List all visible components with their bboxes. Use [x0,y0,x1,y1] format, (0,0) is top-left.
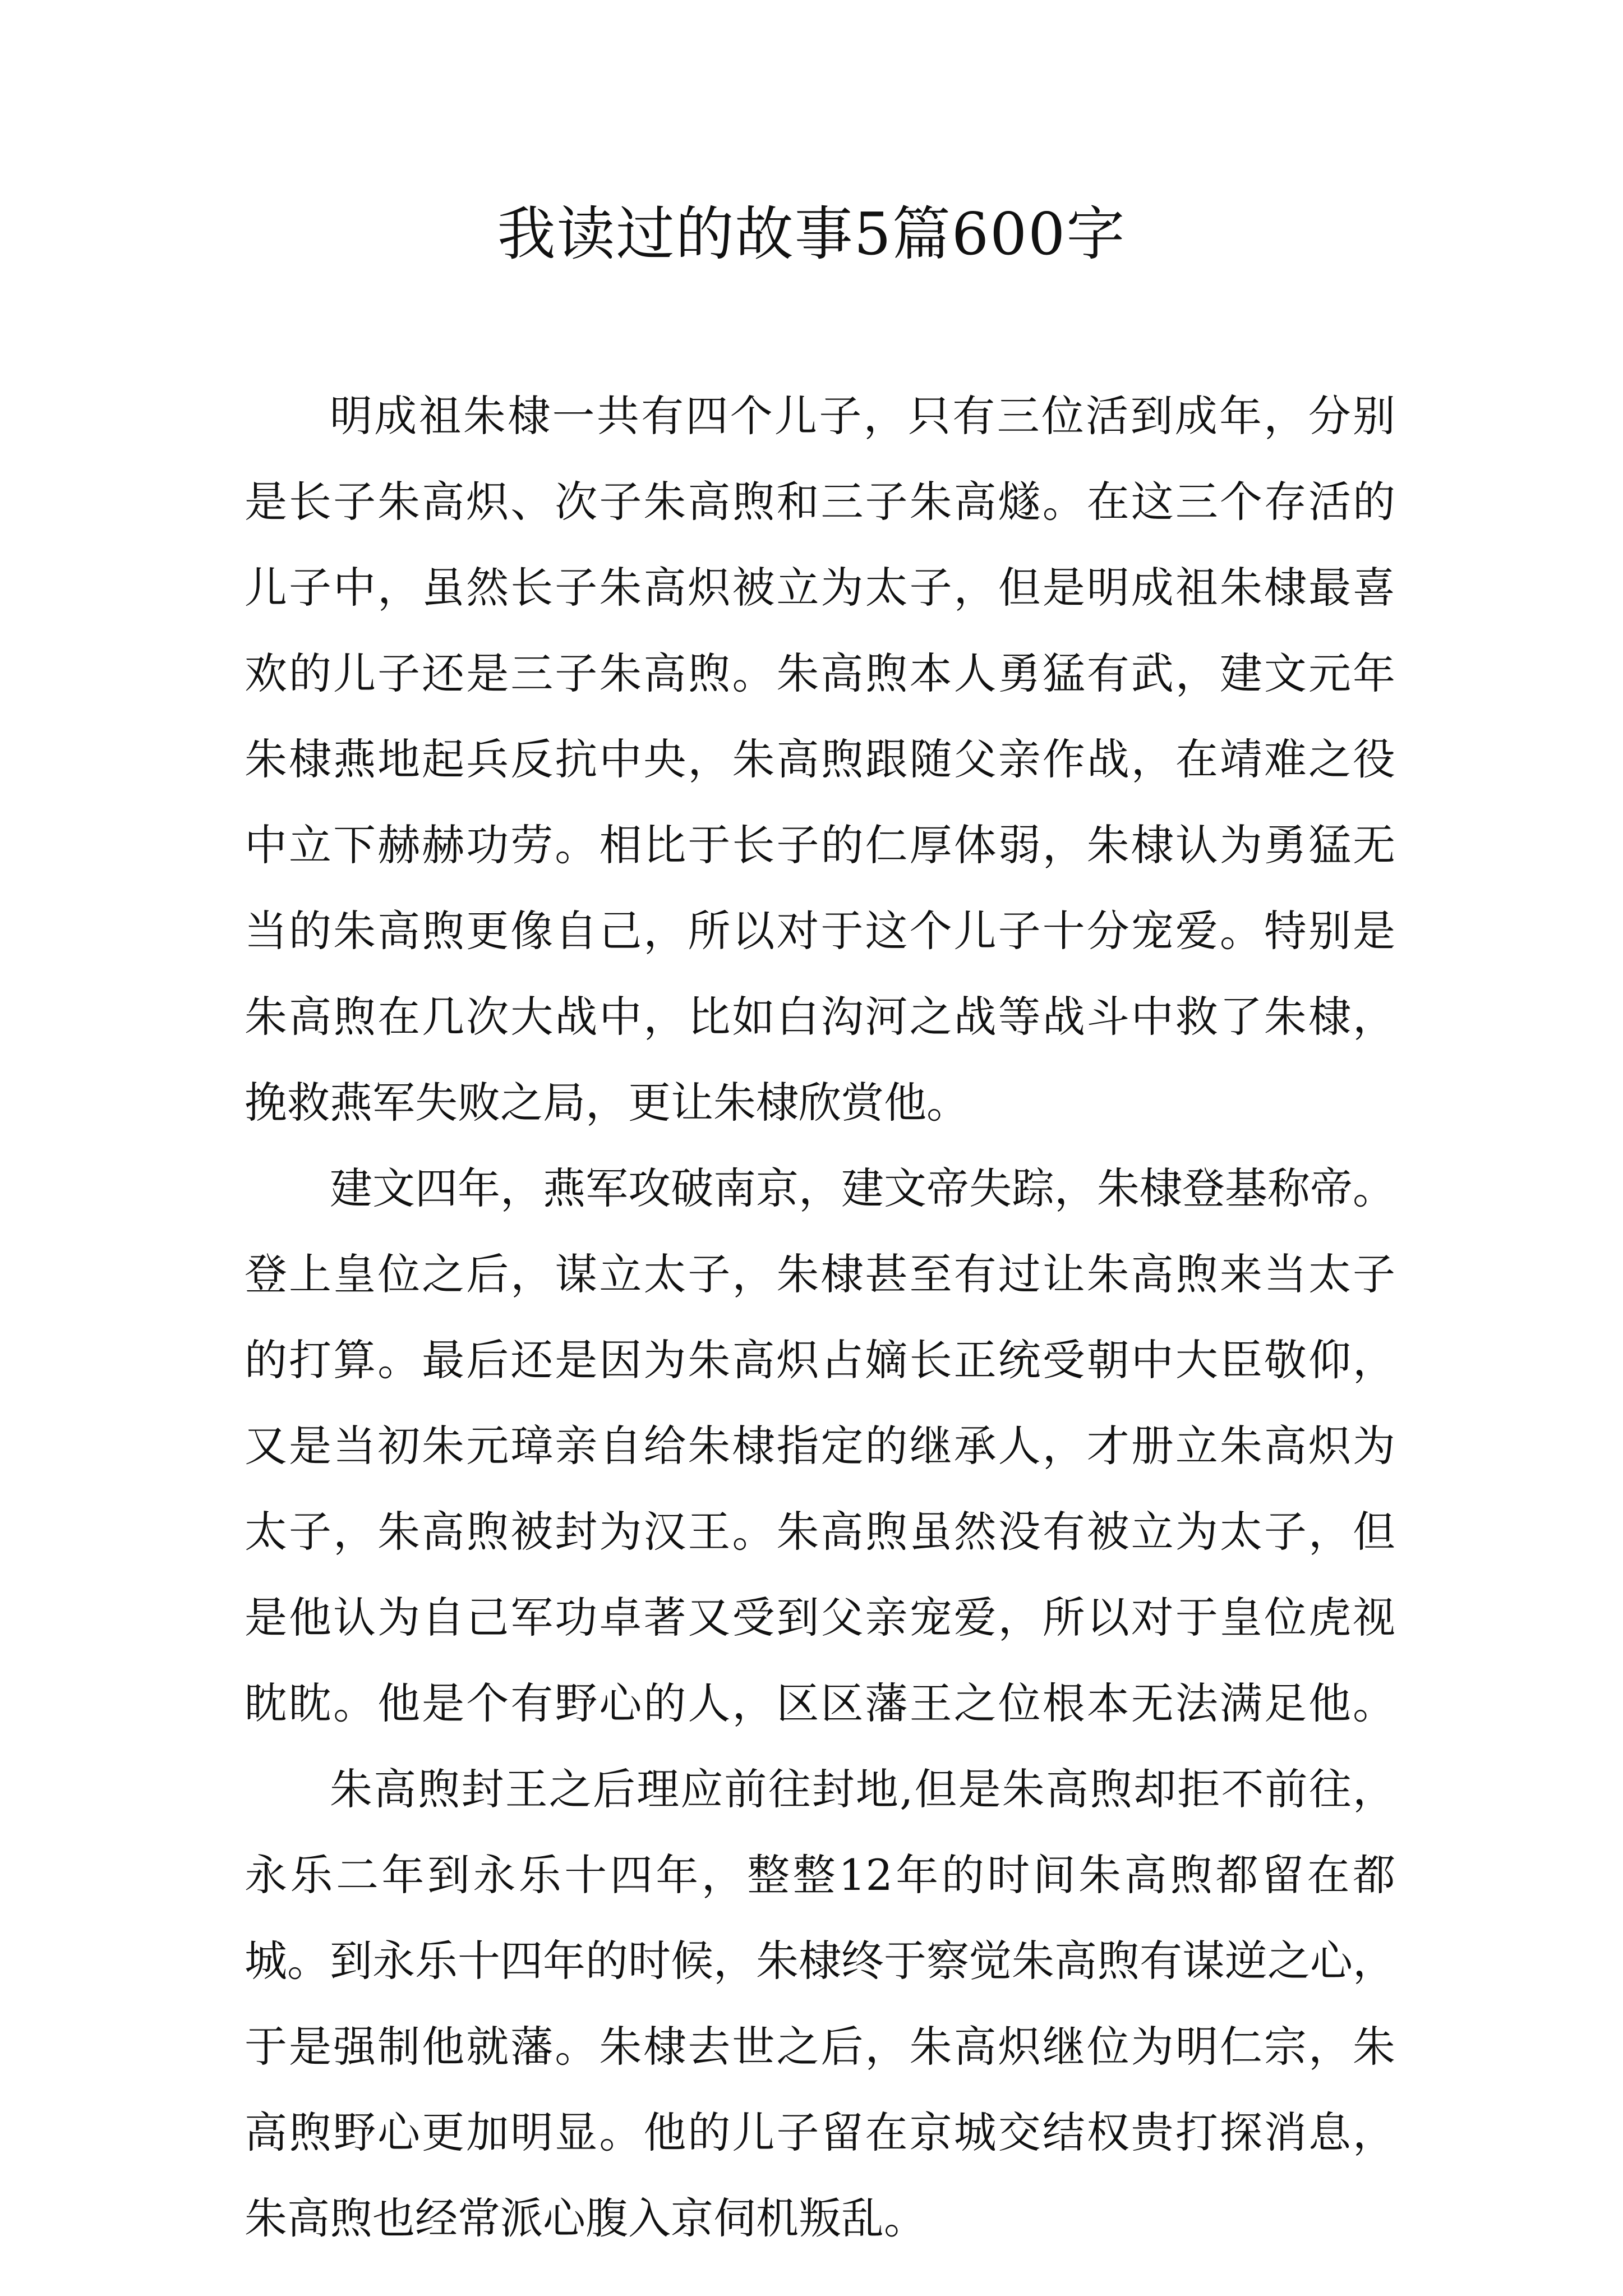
text-line: 当的朱高煦更像自己，所以对于这个儿子十分宠爱。特别是 [245,906,1395,956]
page-title: 我读过的故事5篇600字 [497,200,1126,268]
text-line: 于是强制他就藩。朱棣去世之后，朱高炽继位为明仁宗，朱 [245,2022,1395,2072]
text-line: 高煦野心更加明显。他的儿子留在京城交结权贵打探消息， [245,2108,1395,2157]
text-line: 的打算。最后还是因为朱高炽占嫡长正统受朝中大臣敬仰， [245,1335,1395,1385]
paragraph-1 [245,373,1395,1145]
paragraph-3 [245,1746,1395,2261]
text-line: 城。到永乐十四年的时候，朱棣终于察觉朱高煦有谋逆之心， [245,1936,1395,1986]
text-line: 儿子中，虽然长子朱高炽被立为太子，但是明成祖朱棣最喜 [245,563,1395,613]
text-line: 是他认为自己军功卓著又受到父亲宠爱，所以对于皇位虎视 [245,1593,1395,1642]
text-line: 欢的儿子还是三子朱高煦。朱高煦本人勇猛有武，建文元年 [245,648,1395,698]
text-line: 中立下赫赫功劳。相比于长子的仁厚体弱，朱棣认为勇猛无 [245,820,1395,870]
text-line: 是长子朱高炽、次子朱高煦和三子朱高燧。在这三个存活的 [245,477,1395,527]
document-body [245,373,1395,2261]
text-line: 登上皇位之后，谋立太子，朱棣甚至有过让朱高煦来当太子 [245,1249,1395,1299]
text-line: 朱高煦也经常派心腹入京伺机叛乱。 [245,2193,926,2243]
text-line: 太子，朱高煦被封为汉王。朱高煦虽然没有被立为太子，但 [245,1507,1395,1557]
text-line: 眈眈。他是个有野心的人，区区藩王之位根本无法满足他。 [245,1678,1395,1728]
text-line: 明成祖朱棣一共有四个儿子，只有三位活到成年，分别 [330,391,1395,441]
text-line: 永乐二年到永乐十四年，整整12年的时间朱高煦都留在都 [245,1850,1395,1900]
text-line: 朱棣燕地起兵反抗中央，朱高煦跟随父亲作战，在靖难之役 [245,734,1395,784]
paragraph-2 [245,1145,1395,1746]
text-line: 挽救燕军失败之局，更让朱棣欣赏他。 [245,1078,969,1128]
text-line: 朱高煦在几次大战中，比如白沟河之战等战斗中救了朱棣， [245,992,1395,1042]
text-line: 建文四年，燕军攻破南京，建文帝失踪，朱棣登基称帝。 [330,1163,1395,1213]
text-line: 朱高煦封王之后理应前往封地,但是朱高煦却拒不前往， [330,1764,1395,1814]
text-line: 又是当初朱元璋亲自给朱棣指定的继承人，才册立朱高炽为 [245,1421,1395,1471]
